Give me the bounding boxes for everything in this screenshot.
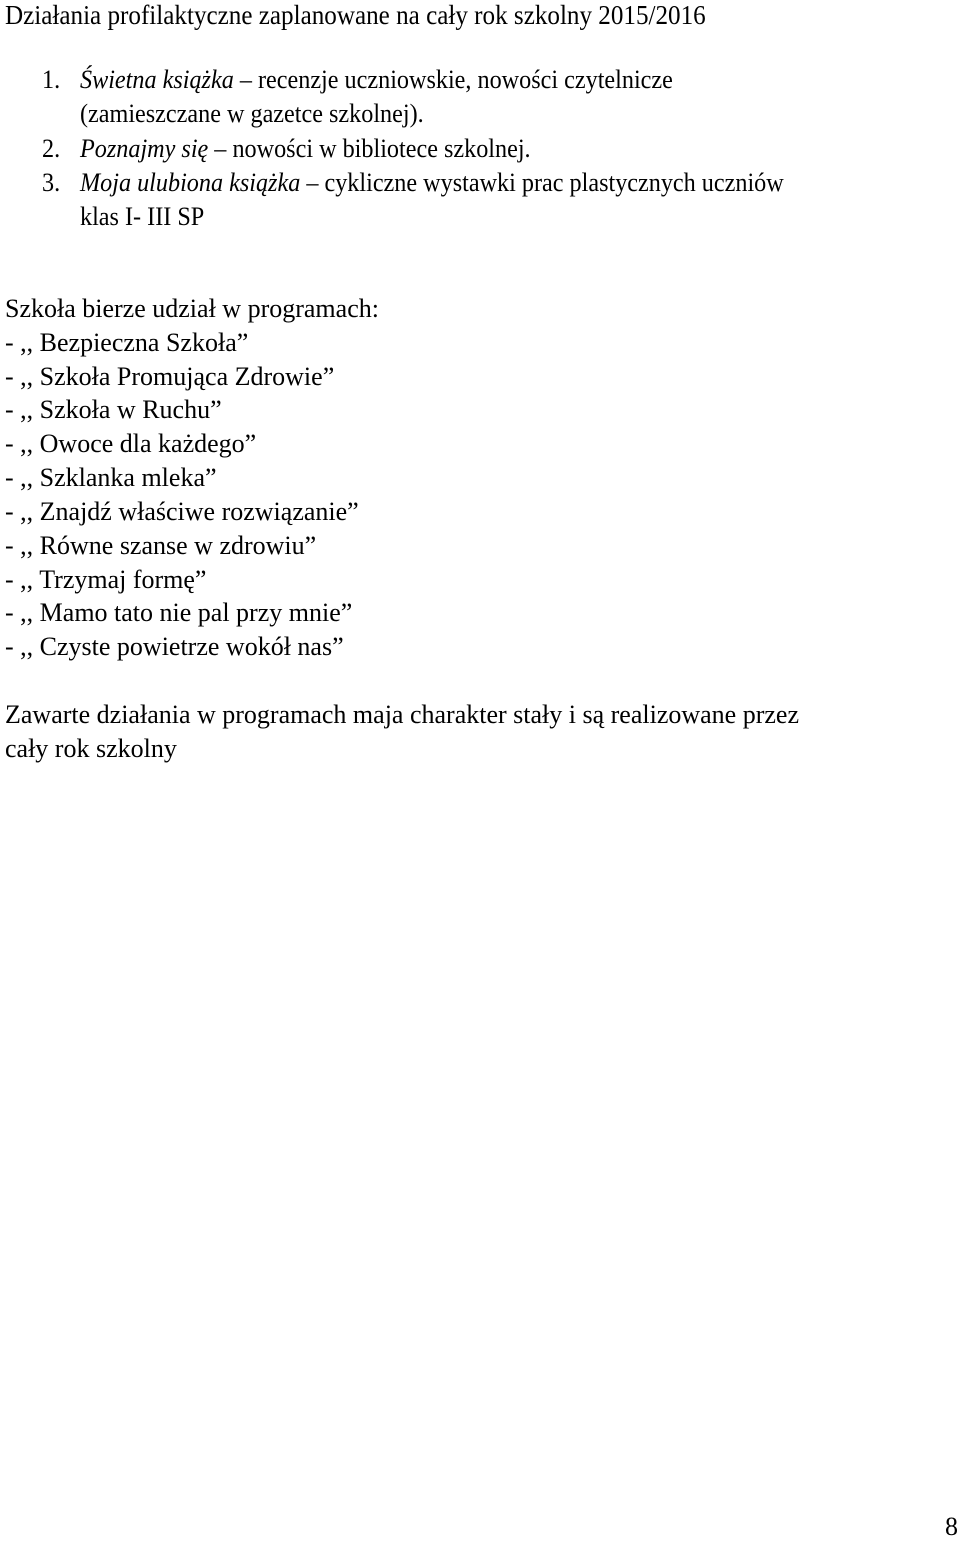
- document-title: Działania profilaktyczne zaplanowane na cały rok szkolny 2015/2016: [5, 0, 706, 30]
- program-item: - ,, Bezpieczna Szkoła”: [5, 328, 249, 357]
- list-item: [80, 65, 673, 95]
- list-number: 2.: [42, 134, 61, 163]
- program-item: - ,, Owoce dla każdego”: [5, 429, 257, 458]
- program-item: - ,, Czyste powietrze wokół nas”: [5, 632, 344, 661]
- closing-paragraph-line: Zawarte działania w programach maja charakter stały i są realizowane przez: [5, 700, 800, 729]
- program-item: - ,, Szkoła w Ruchu”: [5, 395, 222, 424]
- action-description: – cykliczne wystawki prac plastycznych uczniów: [300, 168, 784, 197]
- program-item: - ,, Mamo tato nie pal przy mnie”: [5, 598, 353, 627]
- list-number: 1.: [42, 65, 61, 94]
- program-item: - ,, Szkoła Promująca Zdrowie”: [5, 362, 335, 391]
- list-item-continuation: klas I- III SP: [80, 202, 205, 231]
- program-item: - ,, Trzymaj formę”: [5, 565, 207, 594]
- closing-paragraph-line: cały rok szkolny: [5, 734, 177, 763]
- list-item: [80, 168, 784, 198]
- list-item: [80, 134, 531, 164]
- action-name: Moja ulubiona książka: [80, 168, 301, 197]
- program-item: - ,, Równe szanse w zdrowiu”: [5, 531, 317, 560]
- list-item-continuation: (zamieszczane w gazetce szkolnej).: [80, 99, 424, 128]
- page-number: 8: [945, 1512, 958, 1541]
- programs-heading: Szkoła bierze udział w programach:: [5, 294, 379, 323]
- program-item: - ,, Znajdź właściwe rozwiązanie”: [5, 497, 359, 526]
- list-number: 3.: [42, 168, 61, 197]
- action-name: Świetna książka: [80, 65, 234, 94]
- action-name: Poznajmy się: [80, 134, 209, 163]
- program-item: - ,, Szklanka mleka”: [5, 463, 217, 492]
- action-description: – nowości w bibliotece szkolnej.: [208, 134, 531, 163]
- action-description: – recenzje uczniowskie, nowości czytelnicze: [233, 65, 673, 94]
